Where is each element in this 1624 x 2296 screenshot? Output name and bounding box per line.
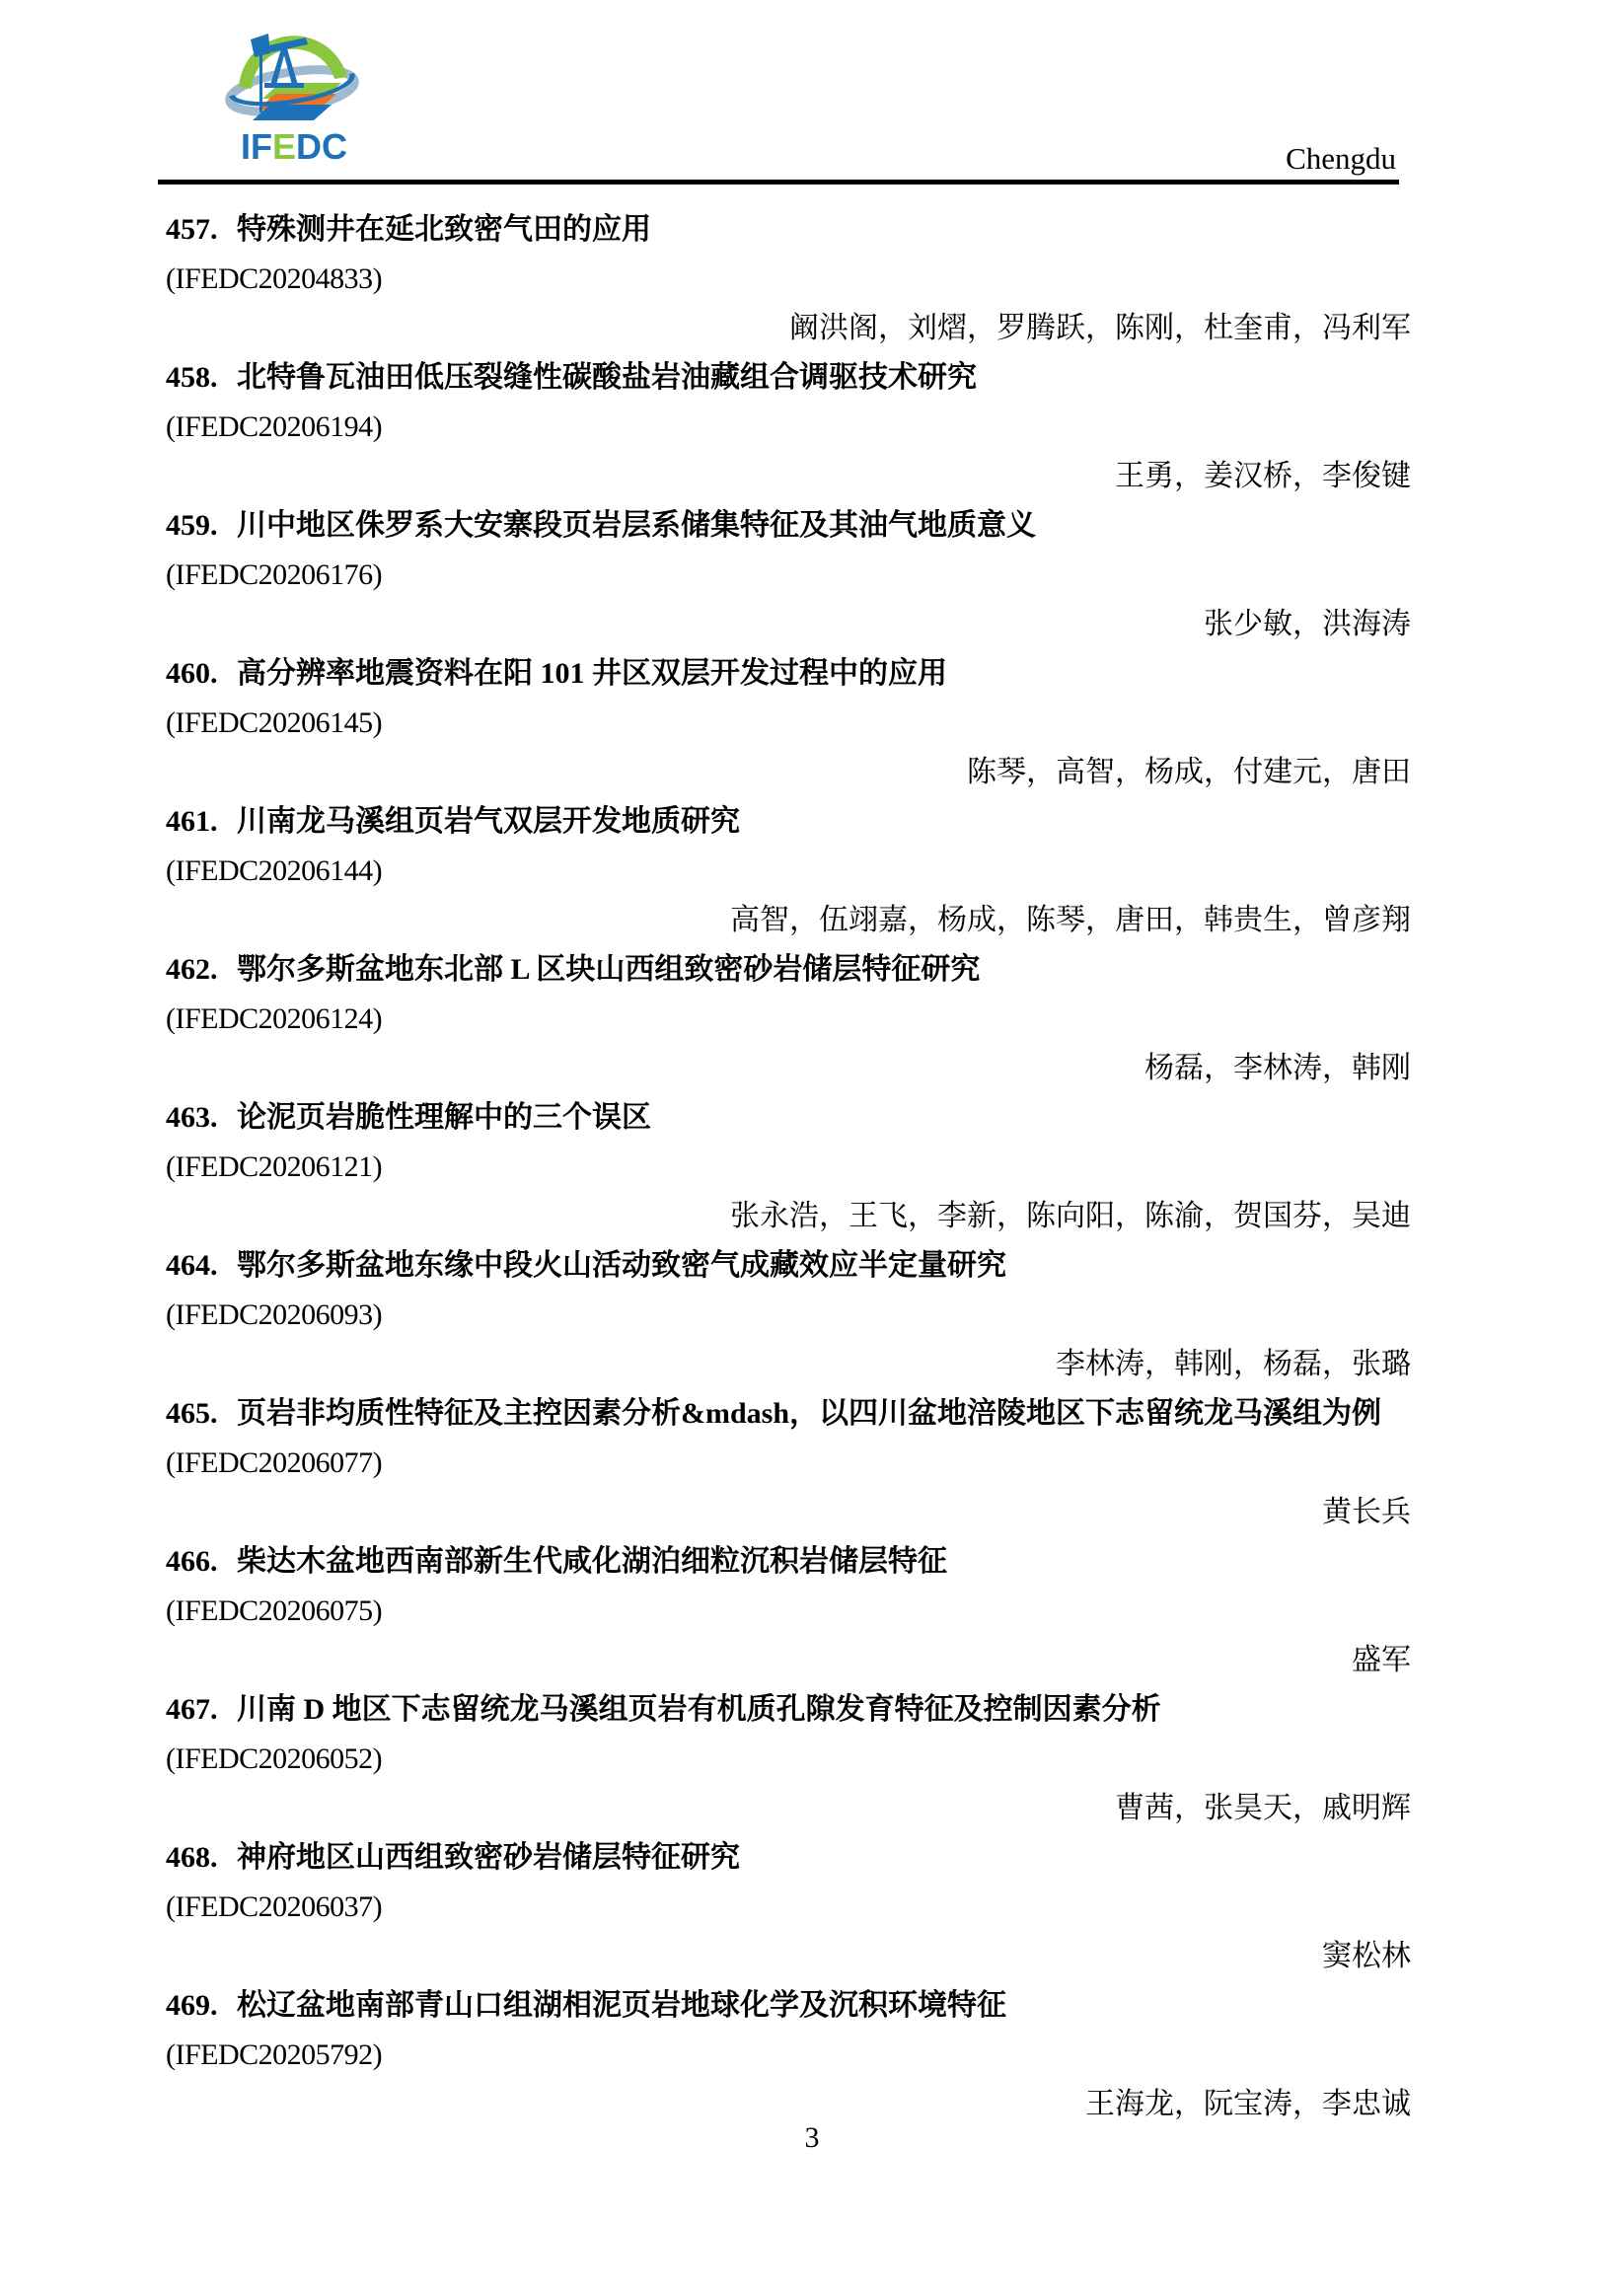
paper-title: 神府地区山西组致密砂岩储层特征研究 bbox=[237, 1841, 740, 1874]
wordmark-dc: DC bbox=[296, 126, 347, 167]
paper-number: 465. bbox=[166, 1397, 218, 1430]
paper-list bbox=[166, 205, 1411, 2129]
paper-id: (IFEDC20206145) bbox=[166, 706, 383, 739]
paper-title: 鄂尔多斯盆地东缘中段火山活动致密气成藏效应半定量研究 bbox=[237, 1249, 1006, 1282]
paper-title-line bbox=[166, 1981, 1411, 2031]
paper-item bbox=[166, 1389, 1411, 1537]
paper-id: (IFEDC20206176) bbox=[166, 558, 383, 591]
paper-id: (IFEDC20206194) bbox=[166, 410, 383, 443]
header-location: Chengdu bbox=[1286, 141, 1396, 176]
paper-authors: 陈琴，高智，杨成，付建元，唐田 bbox=[967, 756, 1411, 788]
paper-authors: 黄长兵 bbox=[1322, 1496, 1411, 1528]
paper-title: 特殊测井在延北致密气田的应用 bbox=[237, 213, 651, 246]
paper-title: 柴达木盆地西南部新生代咸化湖泊细粒沉积岩储层特征 bbox=[237, 1545, 947, 1578]
paper-id: (IFEDC20206093) bbox=[166, 1298, 383, 1331]
paper-item bbox=[166, 353, 1411, 501]
paper-id: (IFEDC20206124) bbox=[166, 1002, 383, 1035]
paper-id: (IFEDC20206052) bbox=[166, 1742, 383, 1775]
paper-title-line bbox=[166, 797, 1411, 847]
paper-title-line bbox=[166, 649, 1411, 699]
paper-item bbox=[166, 649, 1411, 797]
paper-item bbox=[166, 1833, 1411, 1981]
paper-title-line bbox=[166, 1833, 1411, 1883]
paper-number: 462. bbox=[166, 953, 218, 986]
paper-item bbox=[166, 1981, 1411, 2129]
paper-authors: 盛军 bbox=[1352, 1644, 1411, 1676]
paper-title-line bbox=[166, 1537, 1411, 1587]
paper-number: 458. bbox=[166, 361, 218, 394]
paper-number: 463. bbox=[166, 1101, 218, 1134]
paper-number: 467. bbox=[166, 1693, 218, 1726]
paper-id: (IFEDC20206037) bbox=[166, 1890, 383, 1923]
ifedc-logo bbox=[219, 12, 369, 167]
paper-id: (IFEDC20206121) bbox=[166, 1150, 383, 1183]
paper-authors: 王勇，姜汉桥，李俊键 bbox=[1115, 460, 1411, 492]
paper-title: 北特鲁瓦油田低压裂缝性碳酸盐岩油藏组合调驱技术研究 bbox=[237, 361, 977, 394]
paper-id: (IFEDC20206144) bbox=[166, 854, 383, 887]
paper-item bbox=[166, 1537, 1411, 1685]
paper-number: 461. bbox=[166, 805, 218, 838]
paper-authors: 张永浩，王飞，李新，陈向阳，陈渝，贺国芬，吴迪 bbox=[730, 1200, 1411, 1232]
paper-title-line bbox=[166, 501, 1411, 551]
paper-authors: 张少敏，洪海涛 bbox=[1204, 608, 1411, 640]
paper-title-line bbox=[166, 205, 1411, 255]
paper-authors: 王海龙，阮宝涛，李忠诚 bbox=[1085, 2088, 1411, 2120]
paper-authors: 窦松林 bbox=[1322, 1940, 1411, 1972]
paper-authors: 李林涛，韩刚，杨磊，张璐 bbox=[1056, 1348, 1411, 1380]
paper-authors: 高智，伍翊嘉，杨成，陈琴，唐田，韩贵生，曾彦翔 bbox=[730, 904, 1411, 936]
paper-title: 川南龙马溪组页岩气双层开发地质研究 bbox=[237, 805, 740, 838]
paper-number: 459. bbox=[166, 509, 218, 542]
paper-title-line bbox=[166, 1093, 1411, 1143]
paper-item bbox=[166, 1685, 1411, 1833]
paper-item bbox=[166, 945, 1411, 1093]
paper-item bbox=[166, 501, 1411, 649]
paper-title: 鄂尔多斯盆地东北部 L 区块山西组致密砂岩储层特征研究 bbox=[237, 953, 981, 986]
paper-authors: 杨磊，李林涛，韩刚 bbox=[1144, 1052, 1411, 1084]
paper-title: 松辽盆地南部青山口组湖相泥页岩地球化学及沉积环境特征 bbox=[237, 1989, 1006, 2022]
ifedc-logo-icon bbox=[225, 12, 363, 128]
paper-number: 460. bbox=[166, 657, 218, 690]
paper-title-line bbox=[166, 1685, 1411, 1735]
paper-number: 457. bbox=[166, 213, 218, 246]
paper-title-line bbox=[166, 945, 1411, 995]
wordmark-if: IF bbox=[240, 126, 272, 167]
paper-item bbox=[166, 205, 1411, 353]
paper-id: (IFEDC20206075) bbox=[166, 1594, 383, 1627]
wordmark-e: E bbox=[271, 126, 296, 167]
paper-title: 川中地区侏罗系大安寨段页岩层系储集特征及其油气地质意义 bbox=[237, 509, 1036, 542]
ifedc-wordmark bbox=[219, 126, 369, 167]
paper-authors: 阚洪阁，刘熠，罗腾跃，陈刚，杜奎甫，冯利军 bbox=[789, 312, 1411, 344]
paper-title-line bbox=[166, 1241, 1411, 1291]
paper-item bbox=[166, 1241, 1411, 1389]
paper-id: (IFEDC20205792) bbox=[166, 2038, 383, 2071]
paper-number: 468. bbox=[166, 1841, 218, 1874]
paper-item bbox=[166, 1093, 1411, 1241]
paper-title-line bbox=[166, 1389, 1411, 1439]
paper-id: (IFEDC20204833) bbox=[166, 262, 383, 295]
paper-id: (IFEDC20206077) bbox=[166, 1446, 383, 1479]
header-divider bbox=[158, 180, 1399, 185]
paper-title: 高分辨率地震资料在阳 101 井区双层开发过程中的应用 bbox=[237, 657, 947, 690]
paper-title: 论泥页岩脆性理解中的三个误区 bbox=[237, 1101, 651, 1134]
paper-title: 页岩非均质性特征及主控因素分析&mdash，以四川盆地涪陵地区下志留统龙马溪组为例 bbox=[237, 1397, 1382, 1430]
page-number: 3 bbox=[804, 2121, 820, 2154]
paper-title-line bbox=[166, 353, 1411, 403]
paper-title: 川南 D 地区下志留统龙马溪组页岩有机质孔隙发育特征及控制因素分析 bbox=[237, 1693, 1161, 1726]
paper-item bbox=[166, 797, 1411, 945]
paper-number: 466. bbox=[166, 1545, 218, 1578]
paper-authors: 曹茜，张昊天，戚明辉 bbox=[1115, 1792, 1411, 1824]
paper-number: 469. bbox=[166, 1989, 218, 2022]
paper-number: 464. bbox=[166, 1249, 218, 1282]
